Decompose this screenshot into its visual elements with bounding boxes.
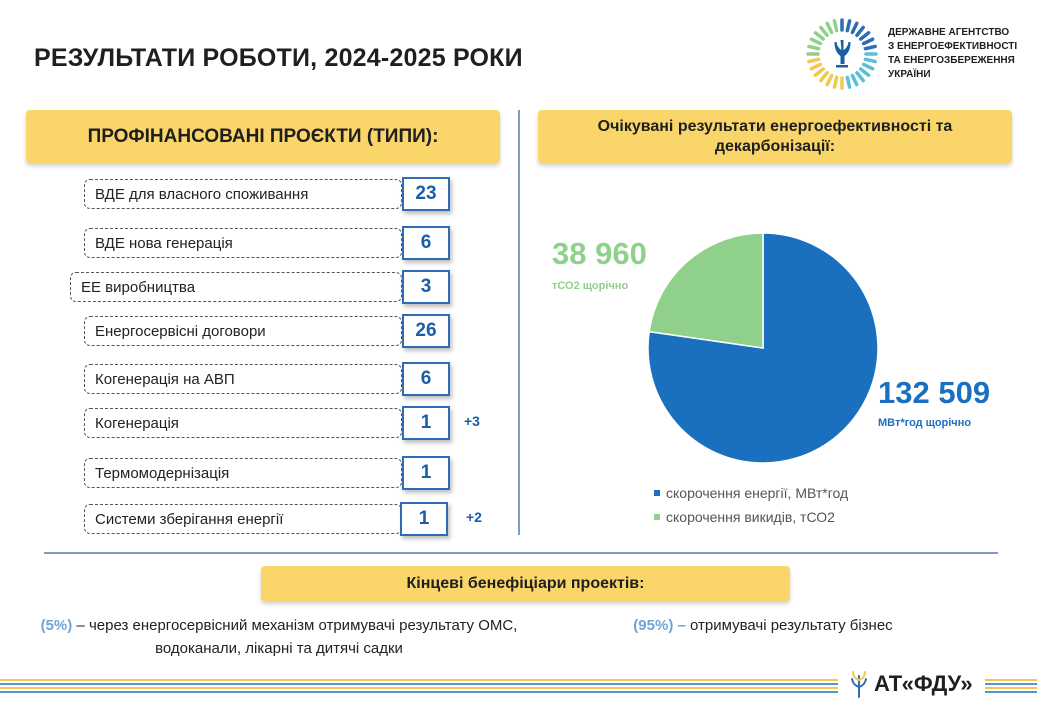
project-count-badge: 26 xyxy=(402,314,450,348)
funded-projects-heading: ПРОФІНАНСОВАНІ ПРОЄКТИ (ТИПИ): xyxy=(26,110,500,163)
project-row xyxy=(0,177,520,211)
project-row xyxy=(0,314,520,348)
project-row xyxy=(0,270,520,304)
fund-logo xyxy=(850,670,973,698)
project-count-badge: 1 xyxy=(402,456,450,490)
beneficiaries-municipal xyxy=(40,614,518,660)
wheat-icon xyxy=(850,670,868,698)
agency-line: ТА ЕНЕРГОЗБЕРЕЖЕННЯ xyxy=(888,55,1015,66)
emissions-unit: тСО2 щорічно xyxy=(552,280,629,292)
project-row xyxy=(0,362,520,396)
trident-sun-icon xyxy=(806,18,878,90)
horizontal-divider xyxy=(44,552,998,554)
footer-stripe xyxy=(985,691,1037,693)
emissions-value: 38 960 xyxy=(552,236,647,271)
project-type-label: Термомодернізація xyxy=(84,458,402,488)
footer-stripes-left xyxy=(0,679,838,693)
page-title: РЕЗУЛЬТАТИ РОБОТИ, 2024-2025 РОКИ xyxy=(34,44,523,72)
footer-stripe xyxy=(0,683,838,685)
agency-block xyxy=(806,18,1026,90)
footer-stripes-right xyxy=(985,679,1037,693)
beneficiaries-pct: (5%) xyxy=(40,617,73,634)
beneficiaries-dash: – xyxy=(673,617,686,634)
project-count-badge: 6 xyxy=(402,226,450,260)
project-count-badge: 3 xyxy=(402,270,450,304)
project-count-badge: 1 xyxy=(402,406,450,440)
project-count-badge: 6 xyxy=(402,362,450,396)
energy-unit: МВт*год щорічно xyxy=(878,417,972,429)
legend-label: скорочення викидів, тСО2 xyxy=(666,509,835,525)
project-row xyxy=(0,406,520,440)
project-type-label: ЕЕ виробництва xyxy=(70,272,402,302)
legend-swatch xyxy=(654,490,660,496)
beneficiaries-text: отримувачі результату бізнес xyxy=(685,617,893,634)
beneficiaries-text: – через енергосервісний механізм отримувачі результату ОМС, водоканали, лікарні та дитячі садки xyxy=(72,617,518,657)
legend-swatch xyxy=(654,514,660,520)
legend-item-emissions xyxy=(654,505,848,529)
project-type-label: Когенерація xyxy=(84,408,402,438)
footer-stripe xyxy=(985,679,1037,681)
project-row xyxy=(0,502,520,536)
pie-slice-emissions xyxy=(649,233,763,348)
funded-projects-list xyxy=(0,0,520,552)
project-type-label: Енергосервісні договори xyxy=(84,316,402,346)
footer-stripe xyxy=(0,679,838,681)
legend-item-energy xyxy=(654,481,848,505)
project-row xyxy=(0,456,520,490)
beneficiaries-pct: (95%) xyxy=(633,617,674,634)
footer-stripe xyxy=(985,687,1037,689)
project-type-label: ВДЕ нова генерація xyxy=(84,228,402,258)
beneficiaries-business xyxy=(578,614,948,637)
legend-label: скорочення енергії, МВт*год xyxy=(666,485,849,501)
project-count-badge: 1 xyxy=(400,502,448,536)
project-extra-count: +3 xyxy=(464,413,480,429)
agency-name xyxy=(888,26,1017,82)
footer-stripe xyxy=(0,687,838,689)
expected-results-heading: Очікувані результати енергоефективності та декарбонізації: xyxy=(538,110,1012,163)
footer-stripe xyxy=(985,683,1037,685)
chart-legend xyxy=(654,481,848,529)
agency-line: ДЕРЖАВНЕ АГЕНТСТВО xyxy=(888,27,1010,38)
beneficiaries-heading: Кінцеві бенефіціари проектів: xyxy=(261,566,790,601)
agency-line: З ЕНЕРГОЕФЕКТИВНОСТІ xyxy=(888,41,1018,52)
project-extra-count: +2 xyxy=(466,509,482,525)
project-row xyxy=(0,226,520,260)
project-count-badge: 23 xyxy=(402,177,450,211)
project-type-label: Системи зберігання енергії xyxy=(84,504,402,534)
project-type-label: Когенерація на АВП xyxy=(84,364,402,394)
energy-value: 132 509 xyxy=(878,375,991,410)
agency-line: УКРАЇНИ xyxy=(888,69,931,80)
project-type-label: ВДЕ для власного споживання xyxy=(84,179,402,209)
footer-stripe xyxy=(0,691,838,693)
fund-logo-text: АТ«ФДУ» xyxy=(874,671,973,696)
